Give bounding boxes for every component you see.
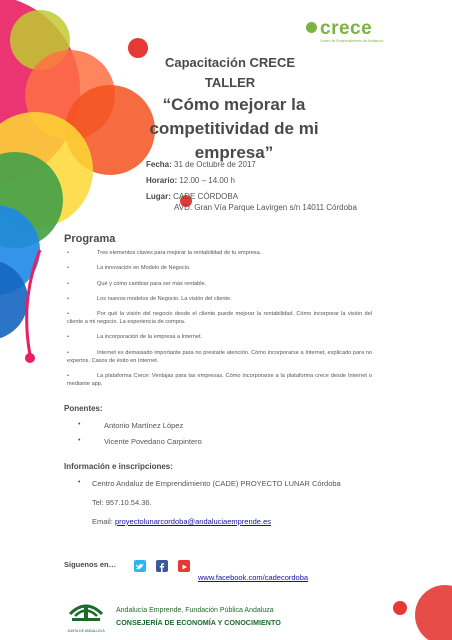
list-item: • La incorporación de la empresa a Internet.: [67, 334, 203, 341]
facebook-icon[interactable]: [156, 560, 168, 572]
horario-row: [146, 176, 235, 185]
lugar-value: CADE CÓRDOBA: [173, 192, 239, 201]
youtube-icon[interactable]: [178, 560, 190, 572]
deco-circle: [128, 38, 148, 58]
logo-dot-icon: [306, 22, 317, 33]
list-item: • La innovación en Modelo de Negocio.: [67, 265, 191, 272]
footer-line-1: Andalucía Emprende, Fundación Pública Andaluza: [116, 607, 274, 614]
bullet: •: [78, 421, 81, 428]
horario-value: 12.00 – 14.00 h: [179, 176, 235, 185]
ponente-name: Antonio Martínez López: [104, 421, 184, 430]
list-item: • Internet es demasiado importante para no prestarle atención. Cómo incorporarse a Internet, explicado para no expertos. Casos de éxito en Internet.: [67, 349, 372, 364]
fecha-label: Fecha:: [146, 160, 172, 169]
lugar-label: Lugar:: [146, 192, 171, 201]
logo-tagline: Centro de Emprendimiento de Andalucía: [320, 39, 384, 43]
email-row: [92, 517, 271, 526]
crece-logo: [304, 18, 444, 48]
junta-emblem-icon: [64, 596, 108, 624]
deco-circle: [393, 601, 407, 615]
address: AVD. Gran Vía Parque Lavirgen s/n 14011 Córdoba: [174, 203, 357, 212]
center-name: Centro Andaluz de Emprendimiento (CADE) PROYECTO LUNAR Córdoba: [92, 479, 341, 488]
ponentes-heading: Ponentes:: [64, 404, 103, 413]
deco-circle: [415, 585, 452, 640]
email-link[interactable]: proyectolunarcordoba@andaluciaemprende.es: [114, 517, 271, 526]
facebook-link[interactable]: www.facebook.com/cadecordoba: [198, 573, 309, 582]
title-line-2: TALLER: [204, 75, 256, 90]
programa-list: [67, 249, 372, 395]
bullet: •: [78, 437, 81, 444]
list-item: • La plataforma Crece: Ventajas para las empresas. Cómo incorporarse a la plataforma crece desde Internet o mediante app.: [67, 373, 372, 388]
footer-line-2: CONSEJERÍA DE ECONOMÍA Y CONOCIMIENTO: [116, 618, 281, 627]
junta-text: JUNTA DE ANDALUCIA: [67, 629, 105, 633]
list-item: • Por qué la visión del negocio desde el cliente puede mejorar la rentabilidad. Cómo incorporar la visión del cliente a mi negocio. La experiencia de compra.: [67, 311, 372, 326]
list-item: • Los nuevos modelos de Negocio. La visión del cliente.: [67, 295, 232, 302]
bullet: •: [78, 479, 81, 486]
ponente-name: Vicente Povedano Carpintero: [104, 437, 202, 446]
list-item: • Tres elementos claves para mejorar la rentabilidad de tu empresa.: [67, 250, 262, 256]
lugar-row: [146, 192, 238, 201]
fecha-value: 31 de Octubre de 2017: [174, 160, 256, 169]
programa-heading: Programa: [64, 233, 116, 245]
inscripciones-heading: Información e inscripciones:: [64, 462, 173, 471]
title-line-3: “Cómo mejorar la competitividad de mi empresa”: [149, 95, 319, 162]
deco-circle: [25, 353, 35, 363]
telephone: Tel: 957.10.54.36.: [92, 498, 152, 507]
email-label: Email:: [92, 517, 113, 526]
title-line-1: Capacitación CRECE: [164, 55, 296, 70]
fecha-row: [146, 160, 256, 169]
list-item: • Qué y cómo cambiar para ser más rentable.: [67, 280, 207, 287]
logo-word: crece: [320, 18, 373, 39]
horario-label: Horario:: [146, 176, 178, 185]
social-label: Síguenos en…: [64, 560, 117, 569]
twitter-icon[interactable]: [134, 560, 146, 572]
junta-andalucia-logo: [64, 596, 108, 632]
